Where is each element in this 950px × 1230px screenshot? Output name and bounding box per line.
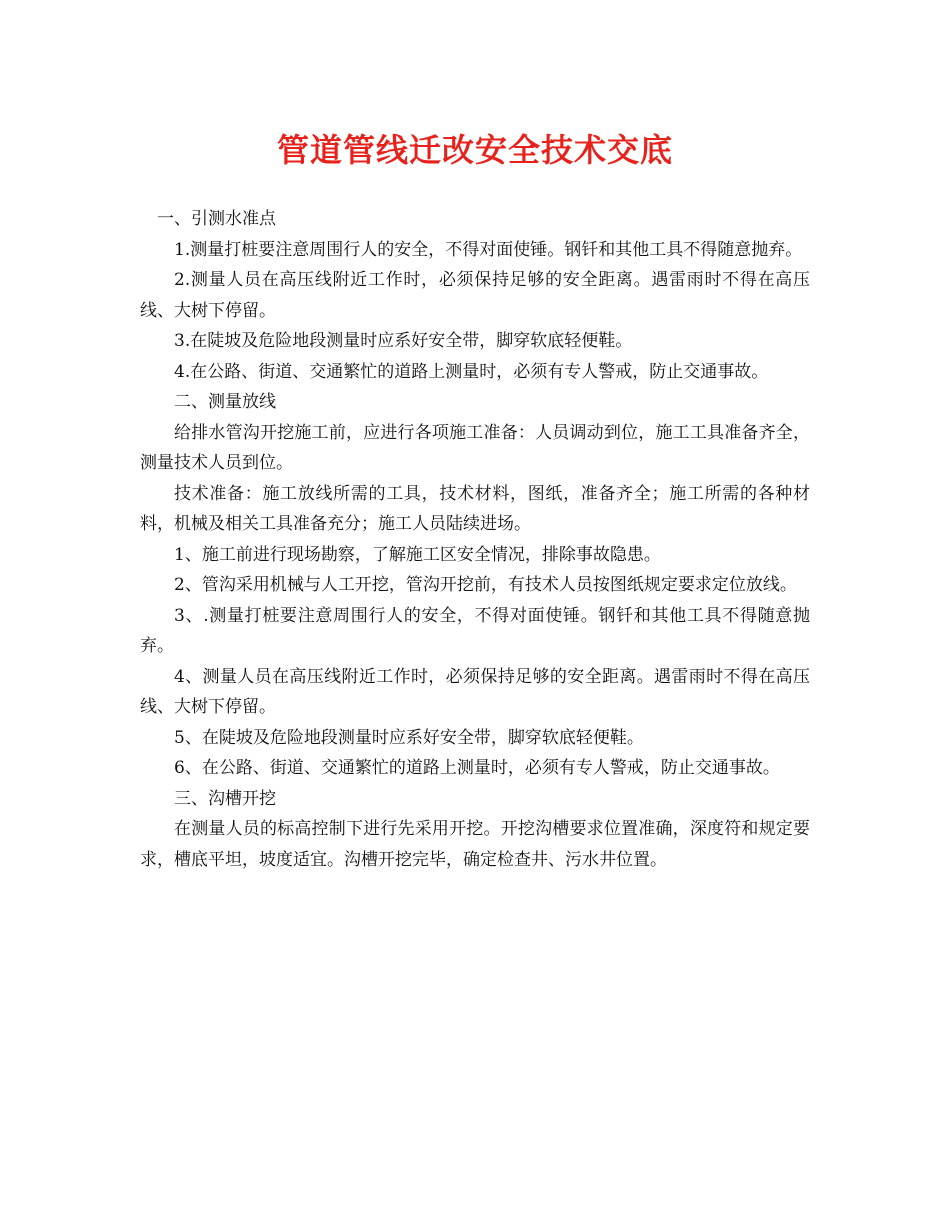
paragraph: 4.在公路、街道、交通繁忙的道路上测量时，必须有专人警戒，防止交通事故。 <box>174 361 769 382</box>
paragraph: 技术准备：施工放线所需的工具，技术材料，图纸，准备齐全；施工所需的各种材料，机械及相关工具准备充分；施工人员陆续进场。 <box>140 483 810 534</box>
paragraph: 1、施工前进行现场勘察，了解施工区安全情况，排除事故隐患。 <box>174 544 661 565</box>
section-heading-1: 一、引测水准点 <box>157 209 276 229</box>
paragraph: 4、测量人员在高压线附近工作时，必须保持足够的安全距离。遇雷雨时不得在高压线、大树下停留。 <box>140 666 810 717</box>
paragraph: 给排水管沟开挖施工前，应进行各项施工准备：人员调动到位，施工工具准备齐全，测量技术人员到位。 <box>140 422 810 473</box>
paragraph: 5、在陡坡及危险地段测量时应系好安全带，脚穿软底轻便鞋。 <box>174 727 644 748</box>
document-title: 管道管线迁改安全技术交底 <box>276 131 673 169</box>
paragraph: 1.测量打桩要注意周围行人的安全，不得对面使锤。钢钎和其他工具不得随意抛弃。 <box>174 239 803 260</box>
section-heading-3: 三、沟槽开挖 <box>174 788 276 809</box>
paragraph: 2、管沟采用机械与人工开挖，管沟开挖前，有技术人员按图纸规定要求定位放线。 <box>174 575 797 595</box>
paragraph: 3.在陡坡及危险地段测量时应系好安全带，脚穿软底轻便鞋。 <box>174 331 633 351</box>
paragraph: 在测量人员的标高控制下进行先采用开挖。开挖沟槽要求位置准确，深度符和规定要求，槽底平坦，坡度适宜。沟槽开挖完毕，确定检查井、污水井位置。 <box>140 819 810 870</box>
paragraph: 2.测量人员在高压线附近工作时，必须保持足够的安全距离。遇雷雨时不得在高压线、大树下停留。 <box>140 270 810 321</box>
paragraph: 3、.测量打桩要注意周围行人的安全，不得对面使锤。钢钎和其他工具不得随意抛弃。 <box>140 605 810 656</box>
paragraph: 6、在公路、街道、交通繁忙的道路上测量时，必须有专人警戒，防止交通事故。 <box>174 758 780 778</box>
section-heading-2: 二、测量放线 <box>174 392 276 412</box>
document-body <box>140 204 810 875</box>
